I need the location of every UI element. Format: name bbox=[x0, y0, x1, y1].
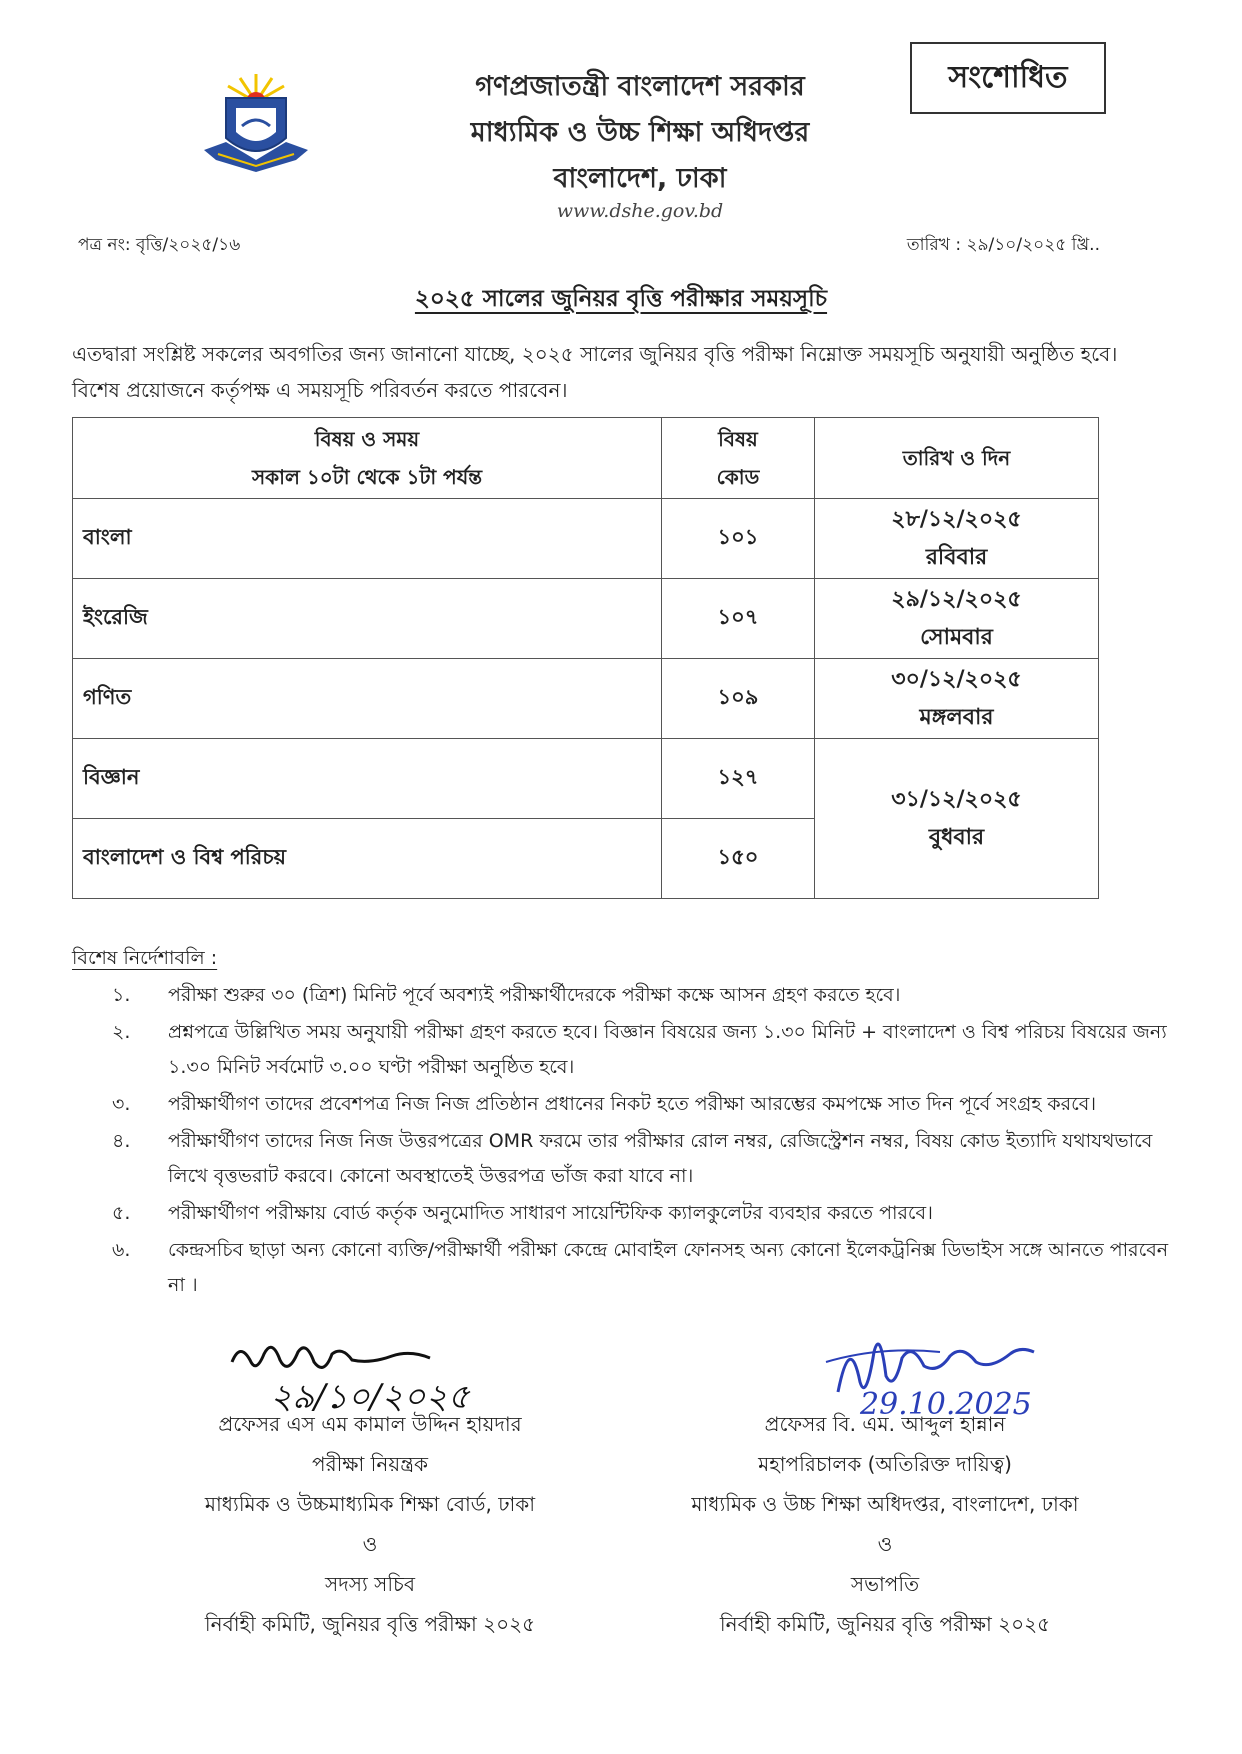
date-cell bbox=[815, 659, 1099, 739]
subject-cell: বাংলা bbox=[73, 499, 662, 579]
government-name: গণপ্রজাতন্ত্রী বাংলাদেশ সরকার bbox=[475, 71, 805, 102]
item-text: পরীক্ষার্থীগণ তাদের নিজ নিজ উত্তরপত্রের OMR ফরমে তার পরীক্ষার রোল নম্বর, রেজিস্ট্রেশন নম্বর, বিষয় কোড ইত্যাদি যথাযথভাবে লিখে বৃত্তভরাট করবে। কোনো অবস্থাতেই উত্তরপত্র ভাঁজ করা যাবে না। bbox=[168, 1130, 1153, 1187]
item-number: ৫. bbox=[112, 1202, 131, 1224]
code-header-line1: বিষয় bbox=[718, 427, 758, 451]
subject-cell: ইংরেজি bbox=[73, 579, 662, 659]
date-day-header: তারিখ ও দিন bbox=[815, 418, 1099, 499]
table-row bbox=[73, 499, 1099, 579]
signatory-and: ও bbox=[362, 1532, 378, 1556]
signatory-committee: নির্বাহী কমিটি, জুনিয়র বৃত্তি পরীক্ষা ২০২৫ bbox=[204, 1612, 536, 1636]
subject-cell: গণিত bbox=[73, 659, 662, 739]
exam-schedule-table bbox=[72, 417, 1099, 899]
title-text: ২০২৫ সালের জুনিয়র বৃত্তি পরীক্ষার সময়সূচি bbox=[414, 286, 828, 312]
signatory-role: সভাপতি bbox=[850, 1572, 920, 1596]
intro-paragraph: এতদ্বারা সংশ্লিষ্ট সকলের অবগতির জন্য জানানো যাচ্ছে, ২০২৫ সালের জুনিয়র বৃত্তি পরীক্ষা নিম্নোক্ত সময়সূচি অনুযায়ী অনুষ্ঠিত হবে। বিশেষ প্রয়োজনে কর্তৃপক্ষ এ সময়সূচি পরিবর্তন করতে পারবেন। bbox=[72, 342, 1118, 402]
item-text: পরীক্ষার্থীগণ পরীক্ষায় বোর্ড কর্তৃক অনুমোদিত সাধারণ সায়েন্টিফিক ক্যালকুলেটর ব্যবহার করতে পারবে। bbox=[168, 1202, 933, 1224]
list-item bbox=[100, 1087, 1170, 1122]
signatory-title: মহাপরিচালক (অতিরিক্ত দায়িত্ব) bbox=[758, 1452, 1012, 1476]
signatory-and: ও bbox=[877, 1532, 893, 1556]
table-row bbox=[73, 739, 1099, 819]
exam-date: ৩০/১২/২০২৫ bbox=[891, 666, 1022, 692]
exam-date: ২৮/১২/২০২৫ bbox=[891, 506, 1022, 532]
department-location: বাংলাদেশ, ঢাকা bbox=[553, 163, 727, 194]
list-item bbox=[100, 1124, 1170, 1194]
exam-day: বুধবার bbox=[928, 824, 985, 850]
signatory-title: পরীক্ষা নিয়ন্ত্রক bbox=[312, 1452, 428, 1476]
left-signatory-block bbox=[130, 1404, 610, 1644]
website-link[interactable]: www.dshe.gov.bd bbox=[556, 200, 724, 222]
code-header-line2: কোড bbox=[716, 465, 760, 489]
memo-date: তারিখ : ২৯/১০/২০২৫ খ্রি.. bbox=[906, 235, 1100, 255]
instructions-list bbox=[100, 978, 1170, 1305]
item-text: প্রশ্নপত্রে উল্লিখিত সময় অনুযায়ী পরীক্ষা গ্রহণ করতে হবে। বিজ্ঞান বিষয়ের জন্য ১.৩০ মিনিট + বাংলাদেশ ও বিশ্ব পরিচয় বিষয়ের জন্য ১.৩০ মিনিট সর্বমোট ৩.০০ ঘণ্টা পরীক্ষা অনুষ্ঠিত হবে। bbox=[168, 1021, 1167, 1078]
signatory-name: প্রফেসর এস এম কামাল উদ্দিন হায়দার bbox=[218, 1412, 522, 1436]
subject-cell: বাংলাদেশ ও বিশ্ব পরিচয় bbox=[73, 819, 662, 899]
item-number: ৬. bbox=[112, 1239, 131, 1261]
item-number: ৩. bbox=[112, 1093, 131, 1115]
code-cell: ১৫০ bbox=[662, 819, 815, 899]
instructions-heading: বিশেষ নির্দেশাবলি : bbox=[72, 947, 218, 969]
memo-number: পত্র নং: বৃত্তি/২০২৫/১৬ bbox=[78, 235, 241, 255]
table-row bbox=[73, 659, 1099, 739]
list-item bbox=[100, 1233, 1170, 1303]
right-signatory-block bbox=[630, 1404, 1140, 1644]
signatory-org: মাধ্যমিক ও উচ্চ শিক্ষা অধিদপ্তর, বাংলাদেশ, ঢাকা bbox=[691, 1492, 1079, 1516]
code-header bbox=[662, 418, 815, 499]
subject-header-line2: সকাল ১০টা থেকে ১টা পর্যন্ত bbox=[251, 465, 483, 489]
date-cell bbox=[815, 579, 1099, 659]
subject-cell: বিজ্ঞান bbox=[73, 739, 662, 819]
signatory-name: প্রফেসর বি. এম. আব্দুল হান্নান bbox=[764, 1412, 1006, 1436]
code-cell: ১২৭ bbox=[662, 739, 815, 819]
date-cell bbox=[815, 739, 1099, 899]
list-item bbox=[100, 1015, 1170, 1085]
exam-day: সোমবার bbox=[920, 624, 993, 650]
code-cell: ১০১ bbox=[662, 499, 815, 579]
signatory-role: সদস্য সচিব bbox=[325, 1572, 415, 1596]
item-number: ১. bbox=[112, 984, 131, 1006]
subject-time-header bbox=[73, 418, 662, 499]
date-cell bbox=[815, 499, 1099, 579]
table-row bbox=[73, 579, 1099, 659]
list-item bbox=[100, 978, 1170, 1013]
exam-day: রবিবার bbox=[925, 544, 988, 570]
code-cell: ১০৭ bbox=[662, 579, 815, 659]
page-title bbox=[200, 280, 1042, 319]
exam-date: ৩১/১২/২০২৫ bbox=[891, 786, 1022, 812]
signatory-committee: নির্বাহী কমিটি, জুনিয়র বৃত্তি পরীক্ষা ২০২৫ bbox=[719, 1612, 1051, 1636]
signatory-org: মাধ্যমিক ও উচ্চমাধ্যমিক শিক্ষা বোর্ড, ঢাকা bbox=[204, 1492, 536, 1516]
item-text: কেন্দ্রসচিব ছাড়া অন্য কোনো ব্যক্তি/পরীক্ষার্থী পরীক্ষা কেন্দ্রে মোবাইল ফোনসহ অন্য কোনো ইলেকট্রনিক্স ডিভাইস সঙ্গে আনতে পারবেন না । bbox=[168, 1239, 1169, 1296]
code-cell: ১০৯ bbox=[662, 659, 815, 739]
item-text: পরীক্ষা শুরুর ৩০ (ত্রিশ) মিনিট পূর্বে অবশ্যই পরীক্ষার্থীদেরকে পরীক্ষা কক্ষে আসন গ্রহণ করতে হবে। bbox=[168, 984, 901, 1006]
item-number: ৪. bbox=[112, 1130, 131, 1152]
item-number: ২. bbox=[112, 1021, 131, 1043]
table-header-row bbox=[73, 418, 1099, 499]
exam-day: মঙ্গলবার bbox=[919, 704, 994, 730]
exam-date: ২৯/১২/২০২৫ bbox=[891, 586, 1022, 612]
left-signature-date: ২৯/১০/২০২৫ bbox=[270, 1377, 470, 1417]
item-text: পরীক্ষার্থীগণ তাদের প্রবেশপত্র নিজ নিজ প্রতিষ্ঠান প্রধানের নিকট হতে পরীক্ষা আরম্ভের কমপক্ষে সাত দিন পূর্বে সংগ্রহ করবে। bbox=[168, 1093, 1097, 1115]
right-signature-date: 29.10.2025 bbox=[860, 1387, 1032, 1422]
subject-header-line1: বিষয় ও সময় bbox=[314, 427, 420, 451]
list-item bbox=[100, 1196, 1170, 1231]
revised-badge: সংশোধিত bbox=[910, 42, 1106, 114]
dshe-logo bbox=[196, 68, 316, 178]
department-name: মাধ্যমিক ও উচ্চ শিক্ষা অধিদপ্তর bbox=[470, 117, 810, 148]
